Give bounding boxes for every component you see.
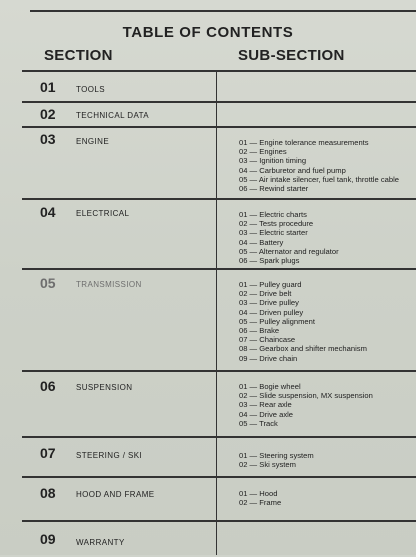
toc-row-warranty (22, 522, 416, 557)
section-number: 03 (40, 131, 56, 147)
section-name: SUSPENSION (76, 383, 133, 392)
subsection-item: 02 — Slide suspension, MX suspension (239, 391, 373, 401)
subsection-item: 09 — Drive chain (239, 353, 298, 363)
subsection-item: 03 — Electric starter (239, 228, 308, 238)
subsection-item: 05 — Track (239, 418, 278, 428)
section-column-header: SECTION (44, 47, 113, 64)
section-name: TOOLS (76, 85, 105, 94)
subsection-item: 06 — Spark plugs (239, 256, 300, 266)
section-name: STEERING / SKI (76, 451, 143, 460)
section-name: ENGINE (76, 137, 110, 146)
subsection-list (239, 382, 373, 428)
toc-row-hood-and-frame (22, 478, 416, 522)
top-rule (30, 10, 416, 12)
toc-row-engine (22, 128, 416, 200)
subsection-item: 06 — Rewind starter (239, 184, 309, 194)
section-number: 06 (40, 378, 56, 394)
section-number: 02 (40, 106, 56, 122)
toc-row-steering-ski (22, 438, 416, 478)
section-name: ELECTRICAL (76, 209, 130, 218)
subsection-item: 03 — Drive pulley (239, 298, 299, 308)
section-number: 01 (40, 79, 56, 95)
section-number: 09 (40, 531, 56, 547)
subsection-item: 02 — Tests procedure (239, 219, 314, 229)
toc-table (22, 70, 416, 555)
subsection-list (239, 210, 339, 265)
section-number: 05 (40, 275, 56, 291)
toc-row-transmission (22, 270, 416, 372)
subsection-item: 08 — Gearbox and shifter mechanism (239, 344, 367, 354)
subsection-item: 02 — Drive belt (239, 289, 292, 299)
subsection-item: 01 — Pulley guard (239, 280, 302, 289)
subsection-item: 04 — Drive axle (239, 409, 294, 419)
subsection-item: 05 — Pulley alignment (239, 316, 315, 326)
toc-row-technical-data (22, 103, 416, 128)
subsection-item: 07 — Chaincase (239, 335, 296, 345)
toc-row-tools (22, 72, 416, 103)
subsection-list (239, 451, 314, 469)
section-number: 07 (40, 445, 56, 461)
subsection-item: 01 — Engine tolerance measurements (239, 138, 369, 147)
toc-row-suspension (22, 372, 416, 438)
subsection-item: 01 — Bogie wheel (239, 382, 301, 391)
subsection-item: 04 — Battery (239, 237, 284, 247)
subsection-item: 06 — Brake (239, 326, 280, 336)
subsection-item: 01 — Electric charts (239, 210, 307, 219)
subsection-item: 02 — Frame (239, 498, 282, 508)
subsection-item: 02 — Engines (239, 147, 287, 157)
section-number: 08 (40, 485, 56, 501)
section-name: TRANSMISSION (76, 280, 142, 289)
subsection-item: 03 — Ignition timing (239, 156, 307, 166)
subsection-item: 01 — Hood (239, 489, 278, 498)
subsection-list (239, 138, 399, 193)
subsection-item: 02 — Ski system (239, 460, 296, 470)
subsection-item: 05 — Air intake silencer, fuel tank, throttle cable (239, 174, 399, 184)
section-name: HOOD AND FRAME (76, 490, 155, 499)
section-name: WARRANTY (76, 538, 125, 547)
toc-row-electrical (22, 200, 416, 270)
subsection-item: 04 — Carburetor and fuel pump (239, 165, 346, 175)
subsection-list (239, 489, 281, 507)
section-number: 04 (40, 204, 56, 220)
subsection-item: 01 — Steering system (239, 451, 314, 460)
subsection-column-header: SUB-SECTION (238, 47, 345, 64)
subsection-list (239, 280, 367, 363)
subsection-item: 03 — Rear axle (239, 400, 292, 410)
page-title: TABLE OF CONTENTS (122, 24, 294, 41)
subsection-item: 04 — Driven pulley (239, 307, 304, 317)
subsection-item: 05 — Alternator and regulator (239, 246, 339, 256)
section-name: TECHNICAL DATA (76, 111, 150, 120)
